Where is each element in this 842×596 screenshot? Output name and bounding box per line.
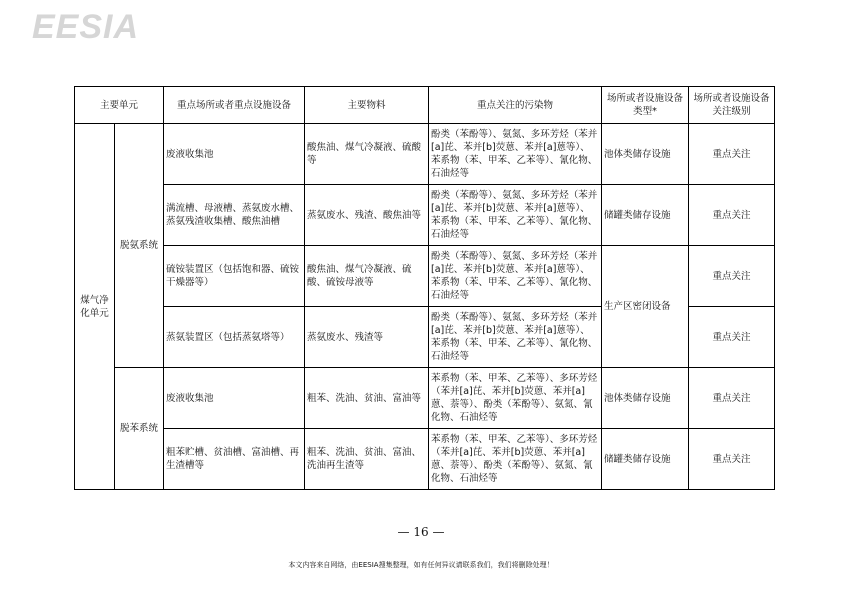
header-main-unit: 主要单元 — [75, 87, 164, 124]
pollutant-cell: 苯系物（苯、甲苯、乙苯等）、多环芳烃（苯并[a]芘、苯并[b]荧蒽、苯并[a]蒽、萘等）、酚类（苯酚等）、氨氮、氰化物、石油烃等 — [429, 429, 602, 490]
system-cell-deammonia: 脱氨系统 — [115, 124, 164, 368]
level-cell: 重点关注 — [689, 185, 775, 246]
pollution-facility-table — [74, 86, 775, 490]
footer-disclaimer: 本文内容来自网络，由EESIA搜集整理，如有任何异议请联系我们，我们将删除处理！ — [288, 561, 554, 569]
material-cell: 酸焦油、煤气冷凝液、硫酸、硫铵母液等 — [305, 246, 429, 307]
type-cell: 池体类储存设施 — [602, 368, 689, 429]
type-cell: 池体类储存设施 — [602, 124, 689, 185]
place-cell: 硫铵装置区（包括饱和器、硫铵干燥器等） — [164, 246, 305, 307]
place-cell: 废液收集池 — [164, 124, 305, 185]
table-row — [75, 368, 775, 429]
table-row — [75, 124, 775, 185]
system-cell-debenzol: 脱苯系统 — [115, 368, 164, 490]
pollutant-cell: 酚类（苯酚等）、氨氮、多环芳烃（苯并[a]芘、苯并[b]荧蒽、苯并[a]蒽等）、苯系物（苯、甲苯、乙苯等）、氰化物、石油烃等 — [429, 185, 602, 246]
table-row — [75, 185, 775, 246]
header-main-material: 主要物料 — [305, 87, 429, 124]
material-cell: 蒸氨废水、残渣、酸焦油等 — [305, 185, 429, 246]
pollutant-cell: 酚类（苯酚等）、氨氮、多环芳烃（苯并[a]芘、苯并[b]荧蒽、苯并[a]蒽等）、苯系物（苯、甲苯、乙苯等）、氰化物、石油烃等 — [429, 246, 602, 307]
table-row — [75, 246, 775, 307]
place-cell: 粗苯贮槽、贫油槽、富油槽、再生渣槽等 — [164, 429, 305, 490]
level-cell: 重点关注 — [689, 124, 775, 185]
table-header-row — [75, 87, 775, 124]
place-cell: 废液收集池 — [164, 368, 305, 429]
header-attention-level: 场所或者设施设备关注级别 — [689, 87, 775, 124]
material-cell: 粗苯、洗油、贫油、富油等 — [305, 368, 429, 429]
material-cell: 粗苯、洗油、贫油、富油、洗油再生渣等 — [305, 429, 429, 490]
table-row — [75, 429, 775, 490]
pollutant-cell: 苯系物（苯、甲苯、乙苯等）、多环芳烃（苯并[a]芘、苯并[b]荧蒽、苯并[a]蒽、萘等）、酚类（苯酚等）、氨氮、氰化物、石油烃等 — [429, 368, 602, 429]
place-cell: 满流槽、母液槽、蒸氨废水槽、蒸氨残渣收集槽、酸焦油槽 — [164, 185, 305, 246]
header-facility-type: 场所或者设施设备类型* — [602, 87, 689, 124]
header-key-place: 重点场所或者重点设施设备 — [164, 87, 305, 124]
place-cell: 蒸氨装置区（包括蒸氨塔等） — [164, 307, 305, 368]
material-cell: 酸焦油、煤气冷凝液、硫酸等 — [305, 124, 429, 185]
level-cell: 重点关注 — [689, 307, 775, 368]
unit-cell: 煤气净化单元 — [75, 124, 115, 490]
pollutant-cell: 酚类（苯酚等）、氨氮、多环芳烃（苯并[a]芘、苯并[b]荧蒽、苯并[a]蒽等）、苯系物（苯、甲苯、乙苯等）、氰化物、石油烃等 — [429, 307, 602, 368]
eesia-logo: EESIA — [32, 8, 140, 46]
type-cell: 储罐类储存设施 — [602, 185, 689, 246]
material-cell: 蒸氨废水、残渣等 — [305, 307, 429, 368]
type-cell: 生产区密闭设备 — [602, 246, 689, 368]
level-cell: 重点关注 — [689, 429, 775, 490]
type-cell: 储罐类储存设施 — [602, 429, 689, 490]
level-cell: 重点关注 — [689, 368, 775, 429]
level-cell: 重点关注 — [689, 246, 775, 307]
page-number: — 16 — — [397, 525, 445, 539]
header-pollutant: 重点关注的污染物 — [429, 87, 602, 124]
pollutant-cell: 酚类（苯酚等）、氨氮、多环芳烃（苯并[a]芘、苯并[b]荧蒽、苯并[a]蒽等）、苯系物（苯、甲苯、乙苯等）、氰化物、石油烃等 — [429, 124, 602, 185]
